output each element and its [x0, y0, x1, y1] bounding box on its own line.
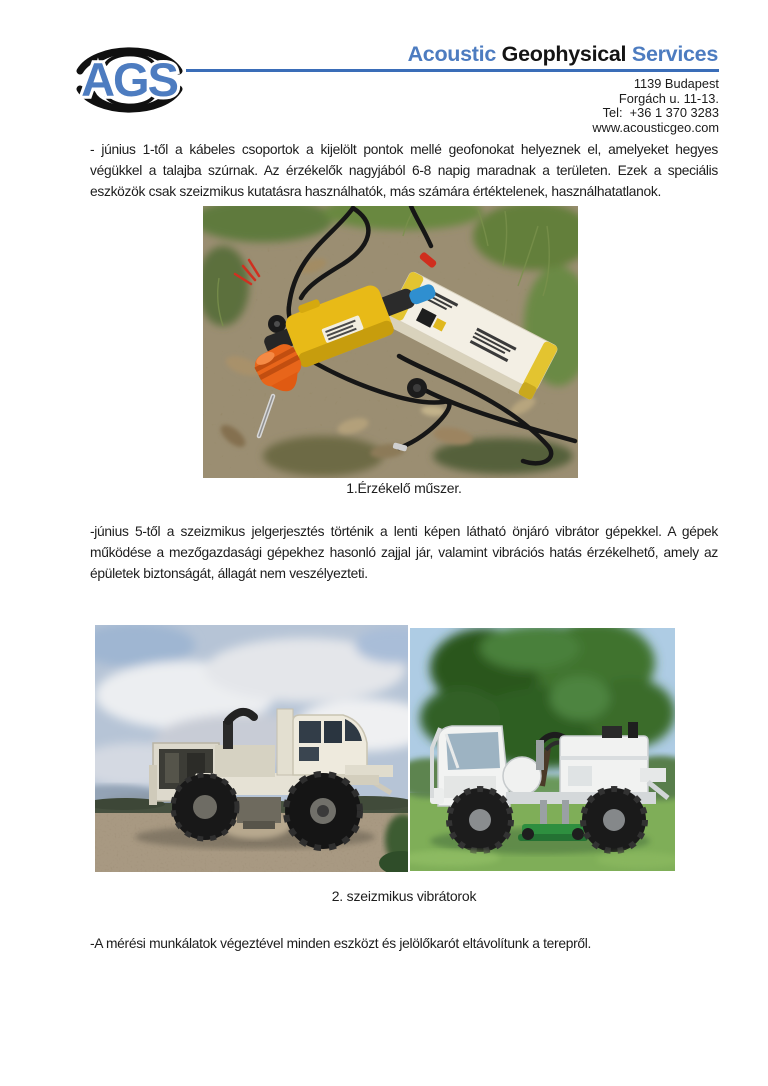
address-line-city: 1139 Budapest: [633, 76, 719, 91]
figure1-sensor-photo: [203, 206, 578, 478]
company-address-block: [592, 77, 719, 135]
cable-reel-hole: [274, 321, 280, 327]
header-divider-rule: [186, 69, 719, 72]
paragraph-geophone-placement: - június 1-től a kábeles csoportok a kijelölt pontok mellé geofonokat helyeznek el, amelyeket hegyes végükkel a talajba szúrnak. Az érzékelők nagyjából 6-8 napig maradnak a területen. Ezek a speciális eszközök csak szeizmikus kutatásra használhatók, más számára értéktelenek, használhatatlanok.: [90, 142, 718, 199]
figure2a-vibrator-field-photo: [95, 625, 408, 872]
address-line-website: www.acousticgeo.com: [592, 119, 719, 135]
paragraph-cleanup: -A mérési munkálatok végeztével minden eszközt és jelölőkarót eltávolítunk a terepről.: [90, 936, 592, 951]
title-word-acoustic: Acoustic: [407, 42, 496, 66]
logo-letters: AGS: [81, 53, 177, 106]
figure1-caption: 1.Érzékelő műszer.: [346, 480, 462, 496]
address-line-street: Forgách u. 11-13.: [618, 90, 719, 106]
title-word-services: Services: [631, 42, 718, 66]
ags-logo: [66, 38, 194, 122]
figure2b-vibrator-grass-photo: [410, 628, 675, 871]
company-title: [408, 42, 718, 67]
title-word-geophysical: Geophysical: [501, 42, 627, 66]
address-line-phone: Tel: +36 1 370 3283: [602, 105, 719, 121]
paragraph-vibrator-operation: -június 5-től a szeizmikus jelgerjesztés történik a lenti képen látható önjáró vibrátor gépekkel. A gépek működése a mezőgazdasági gépekhez hasonló zajjal jár, valamint vibrációs hatás érzékelhető, amely az épületek biztonságát, állagát nem veszélyezteti.: [90, 524, 718, 581]
figure2-caption: 2. szeizmikus vibrátorok: [331, 888, 477, 904]
